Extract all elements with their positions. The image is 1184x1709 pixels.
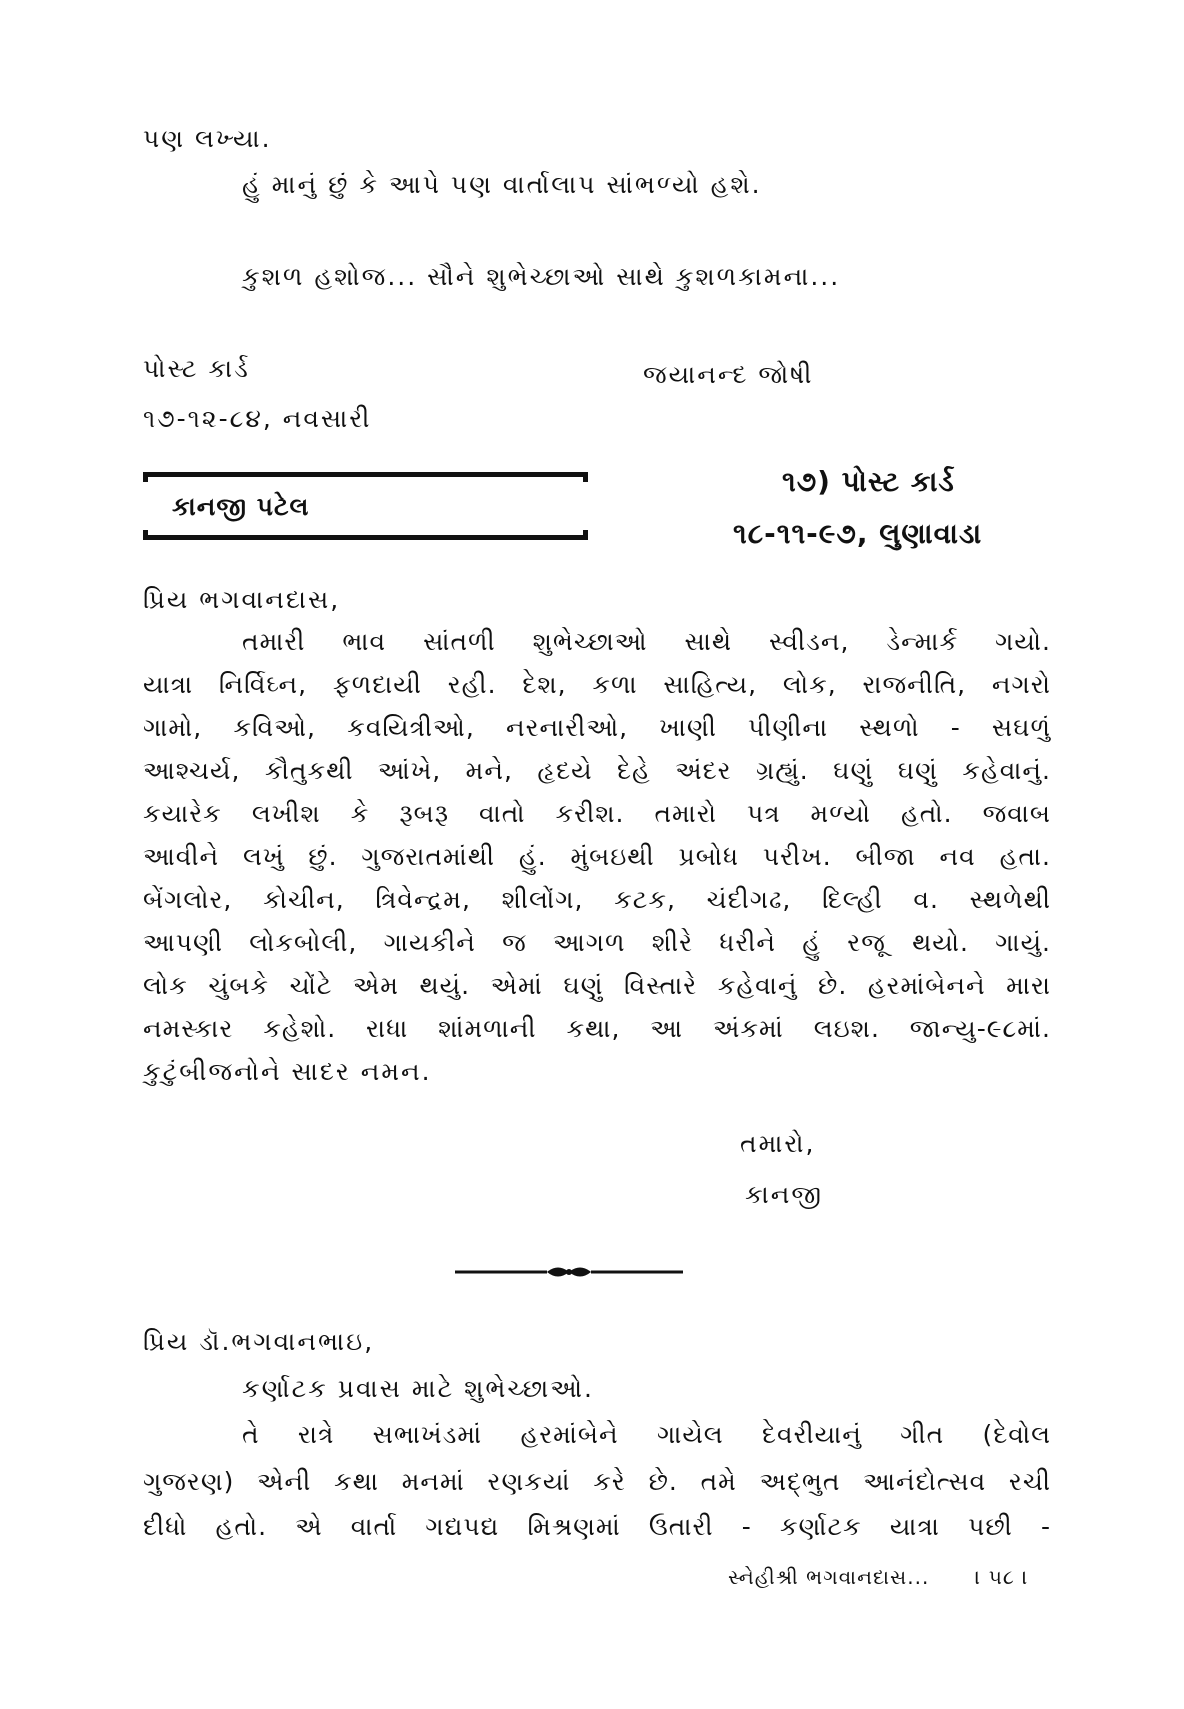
letter2-body-line-7: બેંગલોર, કોચીન, ત્રિવેન્દ્રમ, શીલોંગ, કટક, ચંદીગઢ, દિલ્હી વ. સ્થળેથી <box>143 885 1051 914</box>
letter2-body-line-9: લોક ચુંબકે ચોંટે એમ થયું. એમાં ઘણું વિસ્તારે કહેવાનું છે. હરમાંબેનને મારા <box>143 971 1051 1000</box>
letter2-author: કાનજી પટેલ <box>172 492 310 521</box>
letter2-signature: કાનજી <box>745 1180 824 1209</box>
letter2-body-line-3: ગામો, કવિઓ, કવયિત્રીઓ, નરનારીઓ, ખાણી પીણીના સ્થળો - સઘળું <box>143 713 1051 742</box>
footer-book-title: સ્નેહીશ્રી ભગવાનદાસ... <box>728 1565 930 1589</box>
letter3-body-line-2: ગુજરણ) એની કથા મનમાં રણકયાં કરે છે. તમે અદ્‌ભુત આનંદોત્સવ રચી <box>143 1467 1051 1496</box>
letter3-body-line-3: દીધો હતો. એ વાર્તા ગદ્યપદ્ય મિશ્રણમાં ઉતારી - કર્ણાટક યાત્રા પછી - <box>143 1512 1051 1541</box>
letter1-line-1: પણ લખ્યા. <box>143 124 272 153</box>
letter2-body-line-8: આપણી લોકબોલી, ગાયકીને જ આગળ શીરે ધરીને હું રજૂ થયો. ગાયું. <box>143 928 1051 957</box>
letter2-number-medium: ૧૭) પોસ્ટ કાર્ડ <box>782 465 955 498</box>
letter3-salutation: પ્રિય ડૉ.ભગવાનભાઇ, <box>143 1327 375 1356</box>
author-box-bottom-bracket <box>143 530 588 540</box>
letter2-body-last-line: કુટુંબીજનોને સાદર નમન. <box>143 1057 432 1086</box>
letter1-date-place: ૧૭-૧૨-૮૪, નવસારી <box>143 404 372 433</box>
page-number: । ૫૮ । <box>975 1565 1029 1589</box>
ornamental-divider <box>455 1262 683 1282</box>
letter1-medium: પોસ્ટ કાર્ડ <box>143 354 250 383</box>
letter2-body-line-5: કયારેક લખીશ કે રૂબરૂ વાતો કરીશ. તમારો પત્ર મળ્યો હતો. જવાબ <box>143 799 1051 828</box>
letter2-date-place: ૧૮-૧૧-૯૭, લુણાવાડા <box>733 517 983 550</box>
letter2-body-line-4: આશ્ચર્ય, કૌતુકથી આંખે, મને, હૃદયે દેહે અંદર ગ્રહ્યું. ઘણું ઘણું કહેવાનું. <box>143 756 1051 785</box>
letter2-body-line-2: યાત્રા નિર્વિઘ્ન, ફળદાયી રહી. દેશ, કળા સાહિત્ય, લોક, રાજનીતિ, નગરો <box>143 670 1051 699</box>
letter1-line-2: હું માનું છું કે આપે પણ વાર્તાલાપ સાંભળ્યો હશે. <box>242 170 762 199</box>
letter2-salutation: પ્રિય ભગવાનદાસ, <box>143 585 341 614</box>
letter3-first-line: કર્ણાટક પ્રવાસ માટે શુભેચ્છાઓ. <box>242 1374 594 1403</box>
letter1-closing-wish: કુશળ હશોજ... સૌને શુભેચ્છાઓ સાથે કુશળકામના... <box>242 262 841 291</box>
letter2-body-line-6: આવીને લખું છું. ગુજરાતમાંથી હું. મુંબઇથી પ્રબોધ પરીખ. બીજા નવ હતા. <box>143 842 1051 871</box>
letter2-closing: તમારો, <box>740 1129 816 1158</box>
author-box-top-bracket <box>143 472 588 482</box>
letter2-body-line-1: તમારી ભાવ સાંતળી શુભેચ્છાઓ સાથે સ્વીડન, ડેન્માર્ક ગયો. <box>242 627 1051 656</box>
letter2-body-line-10: નમસ્કાર કહેશો. રાધા શાંમળાની કથા, આ અંકમાં લઇશ. જાન્યુ-૯૮માં. <box>143 1014 1051 1043</box>
letter1-signature: જયાનન્દ જોષી <box>643 360 814 389</box>
letter3-body-line-1: તે રાત્રે સભાખંડમાં હરમાંબેને ગાયેલ દેવરીયાનું ગીત (દેવોલ <box>242 1420 1051 1449</box>
